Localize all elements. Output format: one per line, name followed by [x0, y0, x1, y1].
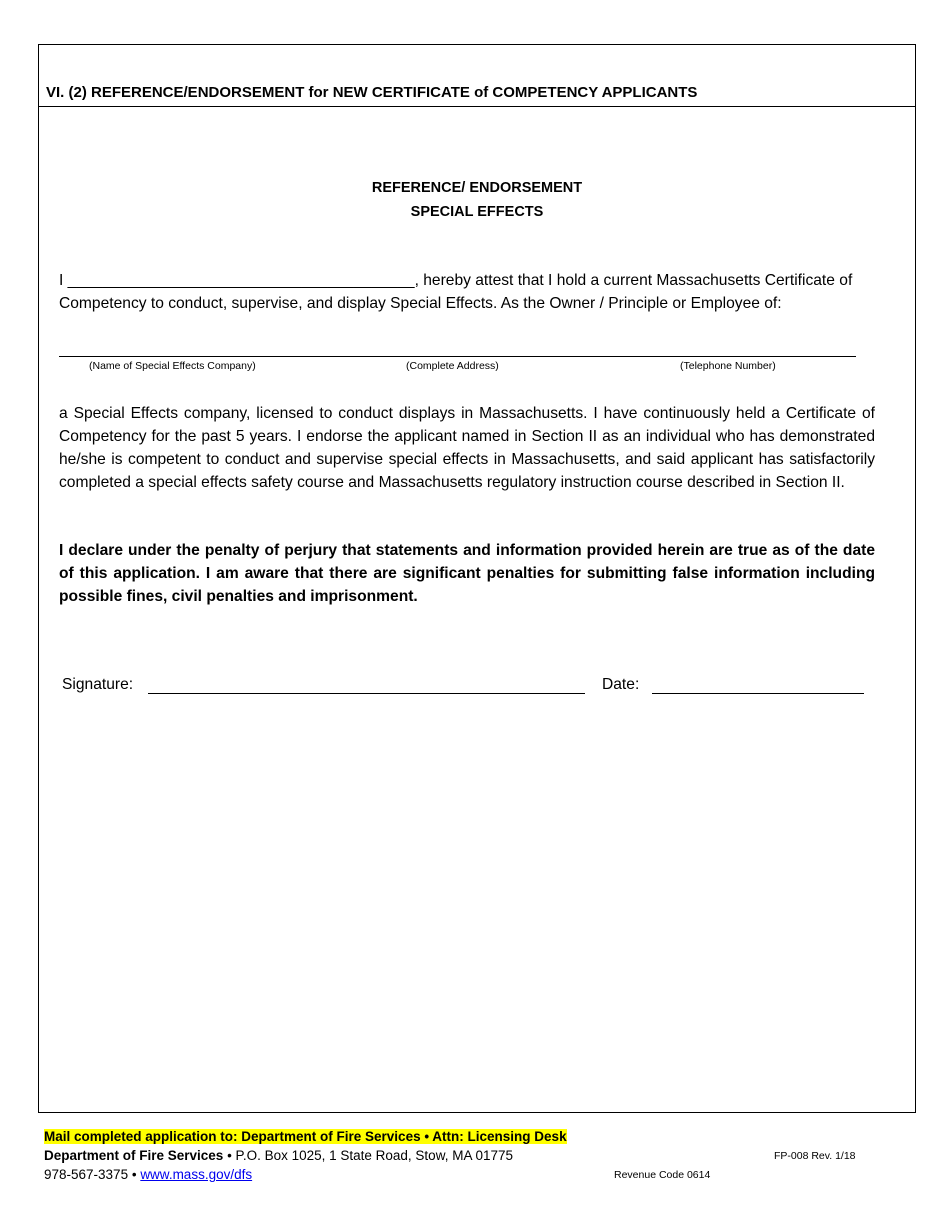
- section-heading: VI. (2) REFERENCE/ENDORSEMENT for NEW CERTIFICATE of COMPETENCY APPLICANTS: [46, 84, 698, 101]
- revenue-code: Revenue Code 0614: [614, 1169, 711, 1181]
- footer-contact-line: [44, 1167, 252, 1182]
- website-link[interactable]: www.mass.gov/dfs: [140, 1167, 253, 1182]
- form-number: FP-008 Rev. 1/18: [774, 1150, 856, 1162]
- mailing-address: • P.O. Box 1025, 1 State Road, Stow, MA 01775: [223, 1148, 513, 1163]
- date-field[interactable]: [652, 693, 864, 694]
- form-title: REFERENCE/ ENDORSEMENT: [371, 180, 583, 196]
- caption-address: (Complete Address): [406, 360, 499, 372]
- mail-instructions: Mail completed application to: Department of Fire Services • Attn: Licensing Desk: [44, 1129, 567, 1144]
- phone-number: 978-567-3375 •: [44, 1167, 141, 1182]
- form-subtitle: SPECIAL EFFECTS: [410, 204, 544, 220]
- signature-field[interactable]: [148, 693, 585, 694]
- heading-divider: [38, 106, 916, 107]
- date-label: Date:: [602, 676, 640, 693]
- department-name: Department of Fire Services: [44, 1148, 224, 1163]
- perjury-declaration: I declare under the penalty of perjury that statements and information provided herein are true as of the date of this application. I am aware that there are significant penalties for submitting false information including possible fines, civil penalties and imprisonment.: [59, 542, 875, 605]
- signature-label: Signature:: [62, 676, 134, 693]
- endorsement-paragraph: a Special Effects company, licensed to conduct displays in Massachusetts. I have continuously held a Certificate of Competency for the past 5 years. I endorse the applicant named in Section II as an individual who has demonstrated he/she is competent to conduct and supervise special effects in Massachusetts, and said applicant has satisfactorily completed a special effects safety course and Massachusetts regulatory instruction course described in Section II.: [59, 405, 875, 491]
- caption-company-name: (Name of Special Effects Company): [89, 360, 256, 372]
- footer-address-line: [44, 1148, 513, 1163]
- caption-telephone: (Telephone Number): [680, 360, 776, 372]
- company-info-line[interactable]: [59, 356, 856, 357]
- attest-paragraph: I ________________________________________, hereby attest that I hold a current Massachusetts Certificate of Competency to conduct, supervise, and display Special Effects. As the Owner / Principle or Employee of:: [59, 272, 853, 312]
